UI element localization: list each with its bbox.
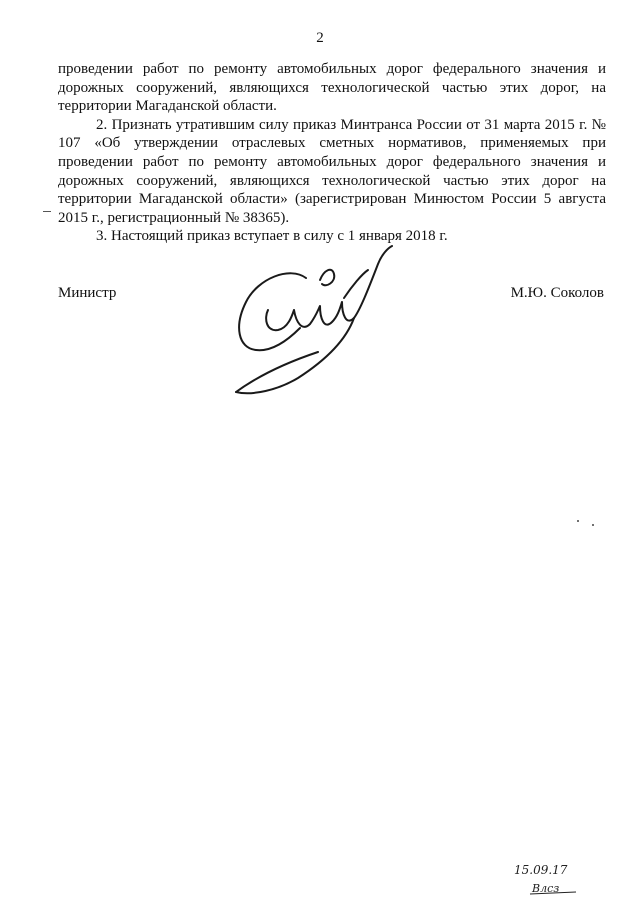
handwritten-note-icon [510, 858, 590, 898]
paragraph-3: 3. Настоящий приказ вступает в силу с 1 января 2018 г. [96, 228, 448, 245]
signature-icon [228, 240, 408, 400]
scan-speck [577, 520, 579, 522]
scan-speck [592, 524, 594, 526]
margin-mark [43, 211, 51, 212]
paragraph-2: 2. Признать утратившим силу приказ Минтранса России от 31 марта 2015 г. № 107 «Об утверждении отраслевых сметных нормативов, применяемых при проведении работ по ремонту автомобильных дорог федерального значения и дорожных сооружений, являющихся технологической частью этих дорог на территории Магаданской области» (зарегистрирован Минюстом России 5 августа 2015 г., регистрационный № 38365). [58, 116, 606, 226]
paragraph-continuation: проведении работ по ремонту автомобильных дорог федерального значения и дорожных сооружений, являющихся технологической частью этих дорог, на территории Магаданской области. [58, 61, 606, 115]
page-number: 2 [316, 30, 324, 46]
handwritten-initials: Влсз [532, 882, 560, 895]
document-body [58, 60, 606, 246]
signer-title: Министр [58, 285, 117, 301]
signer-name: М.Ю. Соколов [510, 285, 604, 301]
handwritten-date: 15.09.17 [514, 863, 568, 877]
